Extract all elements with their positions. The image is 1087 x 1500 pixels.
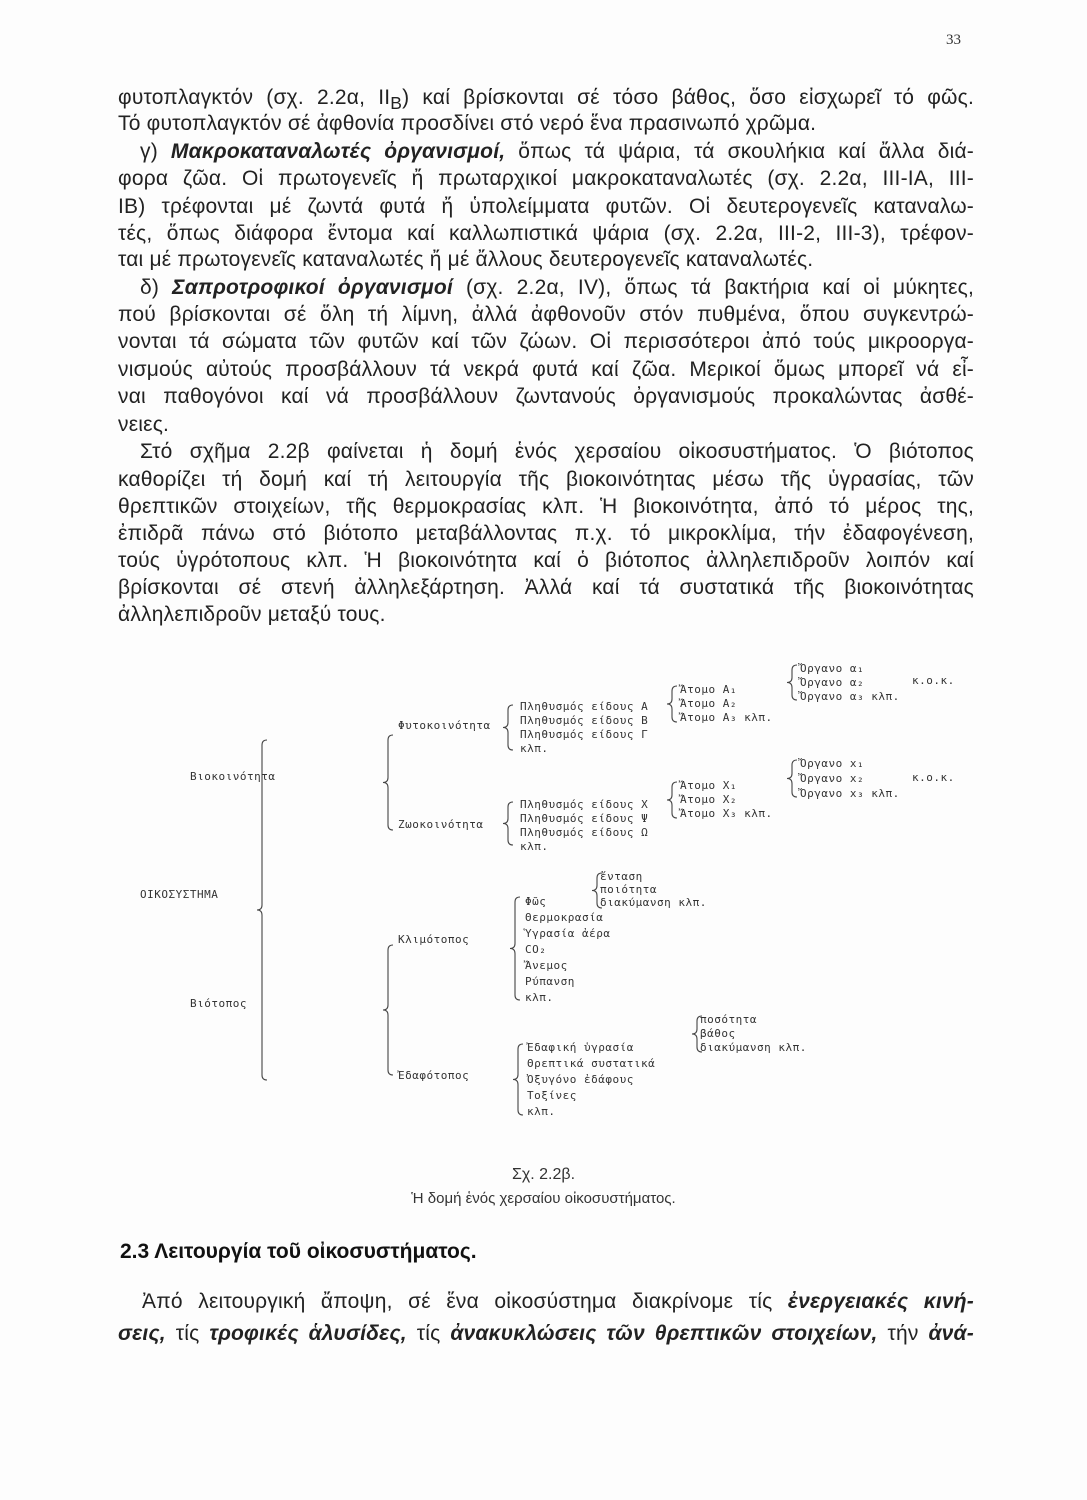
body-line: ναι παθογόνοι καί νά προσβάλλουν ζωντανούς ὀργανισμούς προκαλώντας ἀσθέ- [118,385,974,408]
plant-organ: Ὄργανο α₂ [800,676,865,689]
edaphotope-brace [513,1044,523,1115]
body-line: βρίσκονται σέ στενή ἀλληλεξάρτηση. Ἀλλά καί τά συστατικά τῆς βιοκοινότητας [118,576,974,599]
animal-individual: Ἄτομο Χ₁ [680,779,737,792]
climatope-item: Ὑγρασία ἀέρα [525,927,611,940]
biocommunity-label: Βιοκοινότητα [190,770,276,783]
animal-item: κλπ. [520,840,549,853]
edaphotope-label: Ἐδαφότοπος [398,1069,470,1082]
animal-brace [503,802,513,845]
light-property: ἔνταση [600,870,643,883]
animal-individual: Ἄτομο Χ₂ [680,793,737,806]
climatope-item: Ρύπανση [525,975,575,988]
climatope-item: CO₂ [525,943,547,956]
body-line: δ) Σαπροτροφικοί ὀργανισμοί (σχ. 2.2α, IV), ὅπως τά βακτήρια καί οἱ μύκητες, [140,276,974,299]
animal-organ-brace [787,760,797,797]
body-line: νισμούς αὐτούς προσβάλλουν τά νεκρά φυτά καί ζῶα. Μερικοί ὅμως μπορεῖ νά εἶ- [118,358,974,381]
plant-etc: κ.ο.κ. [912,674,955,687]
body-line: ἐπιδρᾶ πάνω στό βιότοπο μεταβάλλοντας π.χ. τό μικροκλίμα, τήν ἐδαφογένεση, [118,522,974,545]
moisture-property: βάθος [700,1027,736,1040]
body-line: νονται τά σώματα τῶν φυτῶν καί τῶν ζώων. Οἱ περισσότεροι ἀπό τούς μικροοργα- [118,330,974,353]
animal-organ: Ὄργανο x₁ [800,757,865,770]
page-number: 33 [946,32,961,48]
climatope-brace [510,897,520,1000]
body-line: φορα ζῶα. Οἱ πρωτογενεῖς ἤ πρωταρχικοί μακροκαταναλωτές (σχ. 2.2α, ΙΙΙ-ΙΑ, ΙΙΙ- [118,167,974,190]
body-line: ΙΒ) τρέφονται μέ ζωντά φυτά ἤ ὑπολείμματα φυτῶν. Οἱ δευτερογενεῖς καταναλω- [118,195,974,218]
body-line: φυτοπλαγκτόν (σχ. 2.2α, $II_B$) καί βρίσκονται σέ τόσο βάθος, ὅσο εἰσχωρεῖ τό φῶς. [118,86,974,114]
plant-item: Πληθυσμός είδους Β [520,714,649,727]
root-brace [257,740,267,1080]
animal-organ: Ὄργανο x₂ [800,772,865,785]
light-property: ποιότητα [600,883,657,896]
edaphotope-item: κλπ. [527,1105,556,1118]
section-line: Ἀπό λειτουργική ἄποψη, σέ ἕνα οἰκοσύστημα διακρίνομε τίς ἐνεργειακές κινή- [142,1290,974,1313]
plant-organ-brace [787,665,797,700]
plant-individual-brace [667,686,677,722]
plant-item: Πληθυσμός είδους Γ [520,728,649,741]
plant-organ: Ὄργανο α₁ [800,662,865,675]
light-property: διακύμανση κλπ. [600,896,707,909]
animal-individual: Ἄτομο Χ₃ κλπ. [680,807,773,820]
body-line: νειες. [118,413,170,436]
edaphotope-item: Ὀξυγόνο ἐδάφους [527,1073,634,1086]
animal-organ: Ὄργανο x₃ κλπ. [800,787,900,800]
climatope-item: Φῶς [525,895,547,908]
body-line: ται μέ πρωτογενεῖς καταναλωτές ἤ μέ ἄλλους δευτερογενεῖς καταναλωτές. [118,248,814,271]
edaphotope-item: Τοξίνες [527,1089,577,1102]
animal-item: Πληθυσμός είδους Ψ [520,812,649,825]
body-line: Τό φυτοπλαγκτόν σέ ἀφθονία προσδίνει στό νερό ἕνα πρασινωπό χρῶμα. [118,112,817,135]
plant-organ: Ὄργανο α₃ κλπ. [800,690,900,703]
plant-individual: Ἄτομο Α₁ [680,683,737,696]
section-heading: 2.3 Λειτουργία τοῦ οἰκοσυστήματος. [120,1240,477,1263]
plant-individual: Ἄτομο Α₂ [680,697,737,710]
body-line: ἀλληλεπιδροῦν μεταξύ τους. [118,603,386,626]
body-line: πού βρίσκονται σέ ὅλη τή λίμνη, ἀλλά ἀφθονοῦν στόν πυθμένα, ὅπου συγκεντρώ- [118,303,974,326]
figure-label: Σχ. 2.2β. [511,1166,576,1183]
body-line: καθορίζει τή δομή καί τή λειτουργία τῆς βιοκοινότητας μέσω τῆς ὑγρασίας, τῶν [118,468,974,491]
root-label: ΟΙΚΟΣΥΣΤΗΜΑ [140,888,219,901]
animal-community-label: Ζωοκοινότητα [398,818,484,831]
climatope-item: Θερμοκρασία [525,911,604,924]
climatope-item: κλπ. [525,991,554,1004]
moisture-property: ποσότητα [700,1013,757,1026]
animal-etc: κ.ο.κ. [912,771,955,784]
animal-item: Πληθυσμός είδους Χ [520,798,649,811]
plant-community-label: Φυτοκοινότητα [398,719,491,732]
edaphotope-item: Ἐδαφική ὑγρασία [527,1041,634,1054]
climatope-item: Ἄνεμος [525,959,568,972]
animal-item: Πληθυσμός είδους Ω [520,826,649,839]
biotope-label: Βιότοπος [190,997,247,1010]
plant-item: κλπ. [520,742,549,755]
plant-brace [503,705,513,750]
biocommunity-brace [383,735,393,830]
figure-caption: Ἡ δομή ἑνός χερσαίου οἰκοσυστήματος. [411,1190,676,1207]
animal-individual-brace [667,782,677,818]
plant-item: Πληθυσμός είδους Α [520,700,649,713]
plant-individual: Ἄτομο Α₃ κλπ. [680,711,773,724]
body-line: γ) Μακροκαταναλωτές ὀργανισμοί, ὅπως τά ψάρια, τά σκουλήκια καί ἄλλα διά- [140,140,974,163]
section-line: σεις, τίς τροφικές ἁλυσίδες, τίς ἀνακυκλώσεις τῶν θρεπτικῶν στοιχείων, τήν ἀνά- [118,1322,974,1345]
body-line: θρεπτικῶν στοιχείων, τῆς θερμοκρασίας κλπ. Ἡ βιοκοινότητα, ἀπό τό μέρος της, [118,495,974,518]
edaphotope-item: Θρεπτικά συστατικά [527,1057,656,1070]
body-line: Στό σχῆμα 2.2β φαίνεται ἡ δομή ἑνός χερσαίου οἰκοσυστήματος. Ὁ βιότοπος [140,440,974,463]
climatope-label: Κλιμότοπος [398,933,470,946]
biotope-brace [383,945,393,1075]
body-line: τές, ὅπως διάφορα ἔντομα καί καλλωπιστικά ψάρια (σχ. 2.2α, ΙΙΙ-2, ΙΙΙ-3), τρέφον- [118,222,974,245]
body-line: τούς ὑγρότοπους κλπ. Ἡ βιοκοινότητα καί ὁ βιότοπος ἀλληλεπιδροῦν λοιπόν καί [118,549,974,572]
moisture-property: διακύμανση κλπ. [700,1041,807,1054]
